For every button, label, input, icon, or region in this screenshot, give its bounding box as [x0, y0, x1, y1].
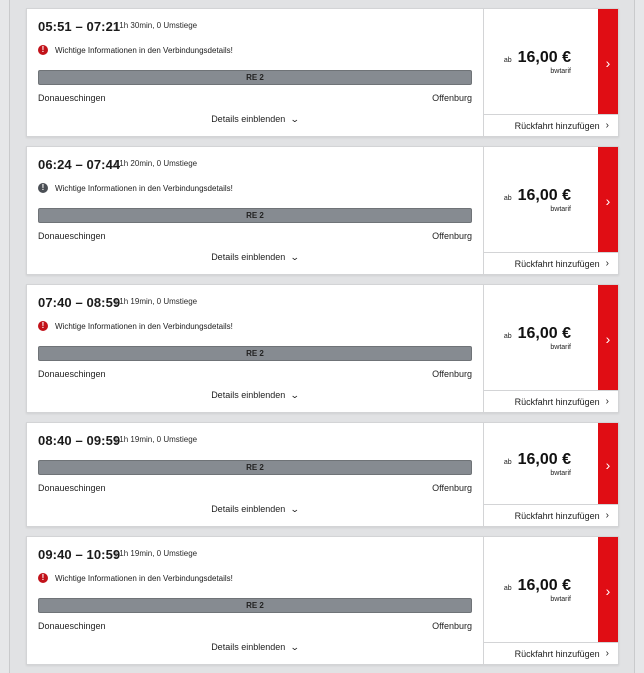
connection-card[interactable] [26, 284, 619, 413]
train-bar: RE 2 [38, 346, 472, 361]
tariff-label: bwtarif [550, 206, 571, 213]
select-connection-button[interactable] [598, 285, 618, 392]
add-return-label: Rückfahrt hinzufügen [514, 120, 600, 131]
tariff-label: bwtarif [550, 344, 571, 351]
details-toggle-label: Details einblenden [211, 504, 286, 514]
departure-station: Donaueschingen [38, 483, 106, 493]
chevron-down-icon: ⌄ [290, 252, 300, 262]
price-prefix: ab [503, 57, 512, 64]
departure-station: Donaueschingen [38, 93, 106, 103]
select-connection-button[interactable] [598, 423, 618, 506]
connection-summary[interactable] [27, 537, 483, 664]
details-toggle[interactable] [27, 252, 483, 263]
chevron-right-icon: › [605, 456, 611, 473]
price-block [504, 49, 571, 75]
info-notice-text: Wichtige Informationen in den Verbindungsdetails! [55, 573, 233, 583]
price-prefix: ab [503, 459, 512, 466]
price-prefix: ab [503, 333, 512, 340]
train-bar: RE 2 [38, 460, 472, 475]
chevron-right-icon: › [605, 648, 609, 659]
alert-icon: ! [38, 183, 48, 193]
info-notice [38, 321, 233, 331]
connection-card[interactable] [26, 146, 619, 275]
chevron-right-icon: › [605, 192, 611, 209]
departure-station: Donaueschingen [38, 369, 106, 379]
arrival-station: Offenburg [432, 231, 472, 241]
price-block [504, 187, 571, 213]
details-toggle-label: Details einblenden [211, 390, 286, 400]
train-bar: RE 2 [38, 208, 472, 223]
alert-icon: ! [38, 45, 48, 55]
chevron-right-icon: › [605, 510, 609, 521]
connection-times: 05:51 – 07:21 [38, 19, 121, 34]
connection-times: 08:40 – 09:59 [38, 433, 121, 448]
info-notice [38, 183, 233, 193]
details-toggle-label: Details einblenden [211, 252, 286, 262]
connection-summary[interactable] [27, 285, 483, 412]
info-notice-text: Wichtige Informationen in den Verbindungsdetails! [55, 183, 233, 193]
details-toggle[interactable] [27, 390, 483, 401]
alert-icon: ! [38, 573, 48, 583]
connection-duration: | 1h 20min, 0 Umstiege [115, 159, 198, 168]
departure-station: Donaueschingen [38, 621, 106, 631]
info-notice [38, 573, 233, 583]
price: 16,00 € [517, 49, 571, 66]
price-block [504, 577, 571, 603]
chevron-right-icon: › [605, 396, 609, 407]
connection-times: 07:40 – 08:59 [38, 295, 121, 310]
select-connection-button[interactable] [598, 537, 618, 644]
chevron-right-icon: › [605, 330, 611, 347]
details-toggle[interactable] [27, 504, 483, 515]
train-bar: RE 2 [38, 598, 472, 613]
connection-summary[interactable] [27, 9, 483, 136]
select-connection-button[interactable] [598, 147, 618, 254]
chevron-right-icon: › [605, 120, 609, 131]
add-return-button[interactable] [483, 390, 618, 412]
connection-duration: | 1h 30min, 0 Umstiege [115, 21, 198, 30]
alert-icon: ! [38, 321, 48, 331]
price: 16,00 € [517, 325, 571, 342]
price: 16,00 € [517, 187, 571, 204]
connection-card[interactable] [26, 8, 619, 137]
add-return-button[interactable] [483, 114, 618, 136]
add-return-label: Rückfahrt hinzufügen [514, 258, 600, 269]
add-return-button[interactable] [483, 252, 618, 274]
connection-times: 09:40 – 10:59 [38, 547, 121, 562]
tariff-label: bwtarif [550, 68, 571, 75]
details-toggle-label: Details einblenden [211, 642, 286, 652]
tariff-label: bwtarif [550, 470, 571, 477]
chevron-down-icon: ⌄ [290, 390, 300, 400]
chevron-right-icon: › [605, 258, 609, 269]
add-return-label: Rückfahrt hinzufügen [514, 648, 600, 659]
add-return-label: Rückfahrt hinzufügen [514, 396, 600, 407]
connection-summary[interactable] [27, 147, 483, 274]
connection-summary[interactable] [27, 423, 483, 526]
add-return-button[interactable] [483, 642, 618, 664]
chevron-down-icon: ⌄ [290, 504, 300, 514]
add-return-button[interactable] [483, 504, 618, 526]
info-notice-text: Wichtige Informationen in den Verbindungsdetails! [55, 321, 233, 331]
arrival-station: Offenburg [432, 369, 472, 379]
arrival-station: Offenburg [432, 621, 472, 631]
train-bar: RE 2 [38, 70, 472, 85]
price-prefix: ab [503, 195, 512, 202]
connection-times: 06:24 – 07:44 [38, 157, 121, 172]
arrival-station: Offenburg [432, 93, 472, 103]
price-block [504, 451, 571, 477]
price: 16,00 € [517, 577, 571, 594]
chevron-down-icon: ⌄ [290, 642, 300, 652]
connection-card[interactable] [26, 422, 619, 527]
info-notice-text: Wichtige Informationen in den Verbindungsdetails! [55, 45, 233, 55]
details-toggle[interactable] [27, 114, 483, 125]
arrival-station: Offenburg [432, 483, 472, 493]
departure-station: Donaueschingen [38, 231, 106, 241]
connection-duration: | 1h 19min, 0 Umstiege [115, 435, 198, 444]
tariff-label: bwtarif [550, 596, 571, 603]
select-connection-button[interactable] [598, 9, 618, 116]
price: 16,00 € [517, 451, 571, 468]
connection-duration: | 1h 19min, 0 Umstiege [115, 297, 198, 306]
details-toggle-label: Details einblenden [211, 114, 286, 124]
connection-card[interactable] [26, 536, 619, 665]
add-return-label: Rückfahrt hinzufügen [514, 510, 600, 521]
price-prefix: ab [503, 585, 512, 592]
chevron-down-icon: ⌄ [290, 114, 300, 124]
chevron-right-icon: › [605, 54, 611, 71]
info-notice [38, 45, 233, 55]
chevron-right-icon: › [605, 582, 611, 599]
connection-duration: | 1h 19min, 0 Umstiege [115, 549, 198, 558]
price-block [504, 325, 571, 351]
details-toggle[interactable] [27, 642, 483, 653]
